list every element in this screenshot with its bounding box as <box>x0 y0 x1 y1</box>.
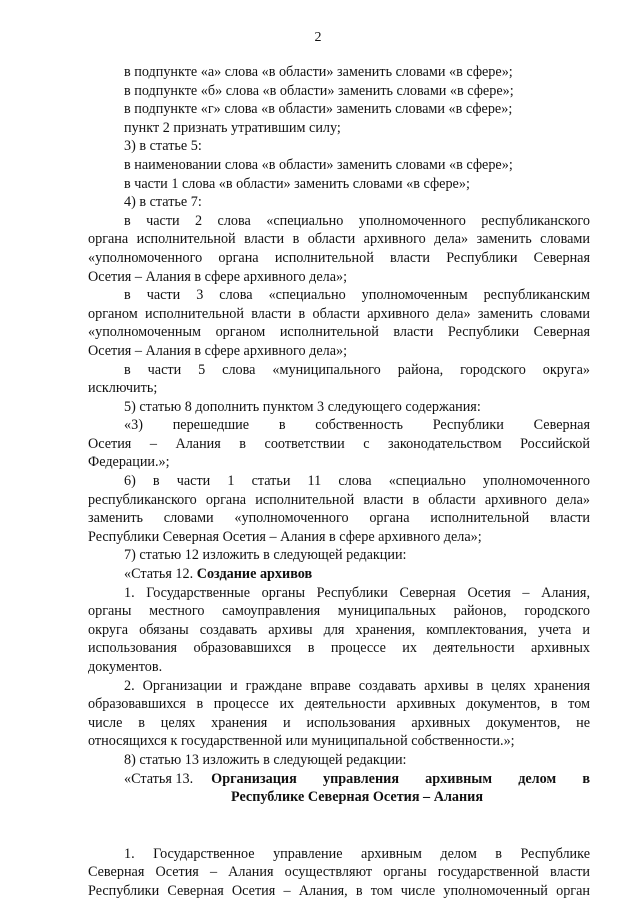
text-line: 3) в статье 5: <box>124 138 202 155</box>
text-line: 8) статью 13 изложить в следующей редакции: <box>124 751 407 768</box>
text-line: Северная Осетия – Алания осуществляют органы государственной власти <box>88 864 590 881</box>
text-line: органом исполнительной власти в области архивного дела» заменить словами <box>88 305 590 322</box>
text-line: Осетия – Алания в соответствии с законодательством Российской <box>88 435 590 452</box>
text-line: в части 3 слова «специально уполномоченным республиканским <box>124 287 590 304</box>
text-line: Осетия – Алания в сфере архивного дела»; <box>88 268 348 285</box>
text-line: органа исполнительной власти в области архивного дела» заменить словами <box>88 231 590 248</box>
article-13-heading <box>88 770 590 789</box>
article-12-heading <box>88 565 590 584</box>
text-line: использования образовавшихся в процессе их деятельности архивных <box>88 640 590 657</box>
document-body <box>88 63 590 901</box>
article-13-prefix: «Статья 13. <box>124 770 194 787</box>
text-line: органы местного самоуправления муниципальных районов, городского <box>88 603 590 620</box>
article-13-title-line-2: Республике Северная Осетия – Алания <box>230 789 484 806</box>
text-line: Федерации.»; <box>88 454 170 471</box>
text-line: Республики Северная Осетия – Алания в сфере архивного дела»; <box>88 528 482 545</box>
text-line: 5) статью 8 дополнить пунктом 3 следующего содержания: <box>124 398 481 415</box>
text-line: «уполномоченным органом исполнительной власти Республики Северная <box>88 324 590 341</box>
text-line: числе в целях хранения и использования архивных документов, не <box>88 714 590 731</box>
text-line: 6) в части 1 статьи 11 слова «специально уполномоченного <box>124 473 590 490</box>
page-number: 2 <box>314 30 322 45</box>
article-12-title: Создание архивов <box>196 566 313 583</box>
text-line: пункт 2 признать утратившим силу; <box>124 119 341 136</box>
text-line: в подпункте «б» слова «в области» заменить словами «в сфере»; <box>124 82 514 99</box>
text-line: 7) статью 12 изложить в следующей редакции: <box>124 547 407 564</box>
text-line: 2. Организации и граждане вправе создавать архивы в целях хранения <box>124 677 590 694</box>
text-line: в части 1 слова «в области» заменить словами «в сфере»; <box>124 175 470 192</box>
article-12-prefix: «Статья 12. <box>124 566 197 583</box>
article-13-title <box>211 770 590 789</box>
text-line: заменить словами «уполномоченного органа исполнительной власти <box>88 510 590 527</box>
text-line: в части 5 слова «муниципального района, городского округа» <box>124 361 590 378</box>
text-line: 4) в статье 7: <box>124 194 202 211</box>
text-line: «3) перешедшие в собственность Республики Северная <box>124 417 590 434</box>
text-line: документов. <box>88 659 163 675</box>
article-13-title-line-1: Организация управления архивным делом в <box>211 770 590 787</box>
text-line: образовавшихся в процессе их деятельности архивных документов, в том <box>88 696 590 713</box>
text-line: округа обязаны создавать архивы для хранения, комплектования, учета и <box>88 621 590 638</box>
text-line: 1. Государственное управление архивным делом в Республике <box>124 845 590 862</box>
text-line: в подпункте «г» слова «в области» заменить словами «в сфере»; <box>124 101 513 118</box>
text-line: в части 2 слова «специально уполномоченного республиканского <box>124 212 590 229</box>
text-line: относящихся к государственной или муниципальной собственности.»; <box>88 733 515 750</box>
text-line: в подпункте «а» слова «в области» заменить словами «в сфере»; <box>124 64 513 80</box>
spacer <box>88 807 590 845</box>
text-line: 1. Государственные органы Республики Северная Осетия – Алания, <box>124 584 590 601</box>
text-line: Осетия – Алания в сфере архивного дела»; <box>88 342 348 359</box>
text-line: «уполномоченного органа исполнительной власти Республики Северная <box>88 249 590 266</box>
text-line: Республики Северная Осетия – Алания, в том числе уполномоченный орган <box>88 882 590 899</box>
text-line: республиканского органа исполнительной власти в области архивного дела» <box>88 491 590 508</box>
text-line: в наименовании слова «в области» заменить словами «в сфере»; <box>124 156 513 173</box>
text-line: исключить; <box>88 380 158 397</box>
